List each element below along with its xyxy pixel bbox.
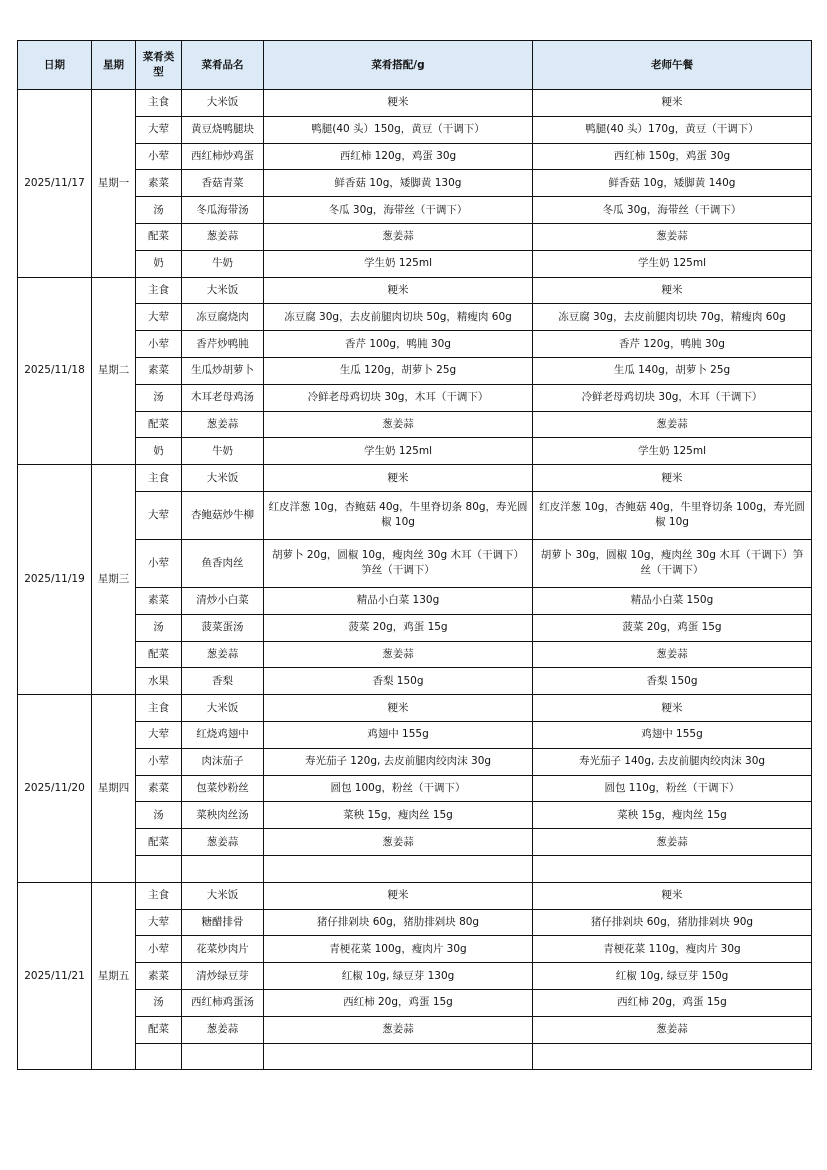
teacher-lunch-cell: 鲜香菇 10g，矮脚黄 140g	[533, 170, 812, 197]
student-portion-cell: 菠菜 20g，鸡蛋 15g	[264, 614, 533, 641]
dish-type-cell: 配菜	[136, 641, 182, 668]
dish-type-cell: 汤	[136, 802, 182, 829]
dish-type-cell: 奶	[136, 438, 182, 465]
dish-name-cell: 葱姜蒜	[182, 641, 264, 668]
dish-type-cell: 配菜	[136, 1016, 182, 1043]
table-row	[18, 384, 812, 411]
dish-type-cell: 水果	[136, 668, 182, 695]
table-row	[18, 989, 812, 1016]
student-portion-cell: 圆包 100g，粉丝（干调下）	[264, 775, 533, 802]
dish-name-cell: 西红柿鸡蛋汤	[182, 989, 264, 1016]
teacher-lunch-cell: 圆包 110g，粉丝（干调下）	[533, 775, 812, 802]
dish-type-cell: 素菜	[136, 357, 182, 384]
student-portion-cell: 菜秧 15g，瘦肉丝 15g	[264, 802, 533, 829]
teacher-lunch-cell: 葱姜蒜	[533, 411, 812, 438]
student-portion-cell: 猪仔排剁块 60g，猪肋排剁块 80g	[264, 909, 533, 936]
dish-type-cell: 主食	[136, 277, 182, 304]
student-portion-cell: 粳米	[264, 465, 533, 492]
dish-name-cell: 包菜炒粉丝	[182, 775, 264, 802]
dish-type-cell: 主食	[136, 882, 182, 909]
teacher-lunch-cell	[533, 1043, 812, 1070]
table-row	[18, 170, 812, 197]
dish-name-cell: 香梨	[182, 668, 264, 695]
dish-name-cell: 红烧鸡翅中	[182, 721, 264, 748]
table-row	[18, 357, 812, 384]
teacher-lunch-cell: 青梗花菜 110g，瘦肉片 30g	[533, 936, 812, 963]
dish-name-cell: 杏鲍菇炒牛柳	[182, 491, 264, 539]
teacher-lunch-cell: 菜秧 15g，瘦肉丝 15g	[533, 802, 812, 829]
table-row	[18, 197, 812, 224]
table-row	[18, 411, 812, 438]
dish-name-cell: 香菇青菜	[182, 170, 264, 197]
dish-name-cell: 葱姜蒜	[182, 829, 264, 856]
dish-type-cell	[136, 1043, 182, 1070]
student-portion-cell: 鸭腿(40 头）150g，黄豆（干调下）	[264, 116, 533, 143]
dish-type-cell: 小荤	[136, 539, 182, 587]
dish-name-cell: 香芹炒鸭肫	[182, 331, 264, 358]
dish-name-cell: 肉沫茄子	[182, 748, 264, 775]
dish-type-cell: 主食	[136, 90, 182, 117]
dish-name-cell: 黄豆烧鸭腿块	[182, 116, 264, 143]
dish-name-cell: 清炒小白菜	[182, 587, 264, 614]
dish-type-cell: 主食	[136, 695, 182, 722]
table-row	[18, 641, 812, 668]
dish-type-cell: 素菜	[136, 170, 182, 197]
teacher-lunch-cell: 香梨 150g	[533, 668, 812, 695]
student-portion-cell	[264, 1043, 533, 1070]
table-row	[18, 277, 812, 304]
table-row	[18, 331, 812, 358]
header-row	[18, 41, 812, 90]
dish-name-cell: 冬瓜海带汤	[182, 197, 264, 224]
dish-type-cell: 大荤	[136, 909, 182, 936]
table-row	[18, 143, 812, 170]
student-portion-cell: 鲜香菇 10g，矮脚黄 130g	[264, 170, 533, 197]
teacher-lunch-cell: 精品小白菜 150g	[533, 587, 812, 614]
menu-body	[18, 90, 812, 1070]
student-portion-cell: 精品小白菜 130g	[264, 587, 533, 614]
teacher-lunch-cell: 粳米	[533, 695, 812, 722]
dish-name-cell: 西红柿炒鸡蛋	[182, 143, 264, 170]
table-row	[18, 1043, 812, 1070]
dish-name-cell: 葱姜蒜	[182, 1016, 264, 1043]
dish-name-cell: 木耳老母鸡汤	[182, 384, 264, 411]
table-row	[18, 802, 812, 829]
dish-type-cell: 汤	[136, 989, 182, 1016]
teacher-lunch-cell: 冻豆腐 30g，去皮前腿肉切块 70g，精瘦肉 60g	[533, 304, 812, 331]
header-teacher-lunch: 老师午餐	[533, 41, 812, 90]
dish-name-cell: 牛奶	[182, 438, 264, 465]
dish-type-cell: 配菜	[136, 411, 182, 438]
student-portion-cell: 学生奶 125ml	[264, 250, 533, 277]
table-row	[18, 465, 812, 492]
header-dish-name: 菜肴品名	[182, 41, 264, 90]
teacher-lunch-cell: 鸭腿(40 头）170g，黄豆（干调下）	[533, 116, 812, 143]
dish-type-cell: 汤	[136, 384, 182, 411]
dish-name-cell: 大米饭	[182, 695, 264, 722]
date-cell: 2025/11/19	[18, 465, 92, 695]
dish-name-cell: 大米饭	[182, 277, 264, 304]
dish-name-cell: 花菜炒肉片	[182, 936, 264, 963]
dish-type-cell: 小荤	[136, 331, 182, 358]
student-portion-cell: 冬瓜 30g，海带丝（干调下）	[264, 197, 533, 224]
weekday-cell: 星期五	[92, 882, 136, 1070]
teacher-lunch-cell: 西红柿 150g，鸡蛋 30g	[533, 143, 812, 170]
student-portion-cell: 葱姜蒜	[264, 829, 533, 856]
dish-type-cell: 大荤	[136, 304, 182, 331]
teacher-lunch-cell	[533, 855, 812, 882]
dish-name-cell: 葱姜蒜	[182, 411, 264, 438]
table-row	[18, 304, 812, 331]
dish-type-cell: 小荤	[136, 143, 182, 170]
dish-name-cell: 葱姜蒜	[182, 223, 264, 250]
table-row	[18, 223, 812, 250]
student-portion-cell: 红椒 10g, 绿豆芽 130g	[264, 963, 533, 990]
teacher-lunch-cell: 菠菜 20g，鸡蛋 15g	[533, 614, 812, 641]
table-row	[18, 963, 812, 990]
dish-type-cell: 素菜	[136, 775, 182, 802]
dish-name-cell: 大米饭	[182, 882, 264, 909]
table-row	[18, 116, 812, 143]
weekday-cell: 星期三	[92, 465, 136, 695]
weekday-cell: 星期四	[92, 695, 136, 883]
table-row	[18, 882, 812, 909]
student-portion-cell	[264, 855, 533, 882]
teacher-lunch-cell: 鸡翅中 155g	[533, 721, 812, 748]
teacher-lunch-cell: 西红柿 20g，鸡蛋 15g	[533, 989, 812, 1016]
table-row	[18, 721, 812, 748]
date-cell: 2025/11/18	[18, 277, 92, 465]
table-row	[18, 587, 812, 614]
table-row	[18, 909, 812, 936]
student-portion-cell: 葱姜蒜	[264, 223, 533, 250]
teacher-lunch-cell: 冬瓜 30g，海带丝（干调下）	[533, 197, 812, 224]
dish-type-cell: 大荤	[136, 116, 182, 143]
date-cell: 2025/11/21	[18, 882, 92, 1070]
student-portion-cell: 香梨 150g	[264, 668, 533, 695]
table-row	[18, 855, 812, 882]
table-row	[18, 695, 812, 722]
teacher-lunch-cell: 葱姜蒜	[533, 829, 812, 856]
student-portion-cell: 粳米	[264, 695, 533, 722]
teacher-lunch-cell: 红椒 10g, 绿豆芽 150g	[533, 963, 812, 990]
table-row	[18, 668, 812, 695]
dish-name-cell: 冻豆腐烧肉	[182, 304, 264, 331]
weekday-cell: 星期一	[92, 90, 136, 278]
dish-type-cell: 素菜	[136, 963, 182, 990]
student-portion-cell: 香芹 100g，鸭肫 30g	[264, 331, 533, 358]
dish-name-cell: 鱼香肉丝	[182, 539, 264, 587]
teacher-lunch-cell: 粳米	[533, 90, 812, 117]
student-portion-cell: 学生奶 125ml	[264, 438, 533, 465]
table-row	[18, 829, 812, 856]
dish-type-cell: 汤	[136, 197, 182, 224]
teacher-lunch-cell: 粳米	[533, 277, 812, 304]
table-row	[18, 491, 812, 539]
teacher-lunch-cell: 猪仔排剁块 60g，猪肋排剁块 90g	[533, 909, 812, 936]
teacher-lunch-cell: 冷鲜老母鸡切块 30g，木耳（干调下）	[533, 384, 812, 411]
dish-name-cell: 清炒绿豆芽	[182, 963, 264, 990]
teacher-lunch-cell: 葱姜蒜	[533, 223, 812, 250]
student-portion-cell: 葱姜蒜	[264, 641, 533, 668]
table-row	[18, 438, 812, 465]
dish-name-cell	[182, 1043, 264, 1070]
table-row	[18, 936, 812, 963]
teacher-lunch-cell: 粳米	[533, 465, 812, 492]
student-portion-cell: 青梗花菜 100g，瘦肉片 30g	[264, 936, 533, 963]
teacher-lunch-cell: 香芹 120g，鸭肫 30g	[533, 331, 812, 358]
dish-type-cell: 大荤	[136, 491, 182, 539]
student-portion-cell: 粳米	[264, 882, 533, 909]
weekly-menu-table	[17, 40, 812, 1070]
table-row	[18, 250, 812, 277]
header-weekday: 星期	[92, 41, 136, 90]
dish-type-cell: 配菜	[136, 829, 182, 856]
dish-type-cell: 小荤	[136, 748, 182, 775]
teacher-lunch-cell: 葱姜蒜	[533, 641, 812, 668]
teacher-lunch-cell: 胡萝卜 30g，圆椒 10g，瘦肉丝 30g 木耳（干调下）笋丝（干调下）	[533, 539, 812, 587]
teacher-lunch-cell: 粳米	[533, 882, 812, 909]
dish-type-cell	[136, 855, 182, 882]
header-date: 日期	[18, 41, 92, 90]
teacher-lunch-cell: 学生奶 125ml	[533, 250, 812, 277]
header-dish-type: 菜肴类型	[136, 41, 182, 90]
table-row	[18, 90, 812, 117]
dish-type-cell: 汤	[136, 614, 182, 641]
dish-type-cell: 配菜	[136, 223, 182, 250]
student-portion-cell: 粳米	[264, 277, 533, 304]
dish-name-cell: 菠菜蛋汤	[182, 614, 264, 641]
dish-type-cell: 素菜	[136, 587, 182, 614]
student-portion-cell: 粳米	[264, 90, 533, 117]
student-portion-cell: 胡萝卜 20g，圆椒 10g，瘦肉丝 30g 木耳（干调下）笋丝（干调下）	[264, 539, 533, 587]
student-portion-cell: 冻豆腐 30g，去皮前腿肉切块 50g，精瘦肉 60g	[264, 304, 533, 331]
student-portion-cell: 生瓜 120g，胡萝卜 25g	[264, 357, 533, 384]
dish-type-cell: 主食	[136, 465, 182, 492]
student-portion-cell: 鸡翅中 155g	[264, 721, 533, 748]
student-portion-cell: 葱姜蒜	[264, 1016, 533, 1043]
dish-type-cell: 小荤	[136, 936, 182, 963]
teacher-lunch-cell: 红皮洋葱 10g，杏鲍菇 40g，牛里脊切条 100g，寿光圆椒 10g	[533, 491, 812, 539]
dish-type-cell: 大荤	[136, 721, 182, 748]
date-cell: 2025/11/20	[18, 695, 92, 883]
teacher-lunch-cell: 葱姜蒜	[533, 1016, 812, 1043]
student-portion-cell: 西红柿 20g，鸡蛋 15g	[264, 989, 533, 1016]
dish-type-cell: 奶	[136, 250, 182, 277]
dish-name-cell	[182, 855, 264, 882]
student-portion-cell: 寿光茄子 120g, 去皮前腿肉绞肉沫 30g	[264, 748, 533, 775]
dish-name-cell: 菜秧肉丝汤	[182, 802, 264, 829]
dish-name-cell: 糖醋排骨	[182, 909, 264, 936]
date-cell: 2025/11/17	[18, 90, 92, 278]
teacher-lunch-cell: 生瓜 140g，胡萝卜 25g	[533, 357, 812, 384]
dish-name-cell: 牛奶	[182, 250, 264, 277]
dish-name-cell: 生瓜炒胡萝卜	[182, 357, 264, 384]
table-row	[18, 539, 812, 587]
student-portion-cell: 西红柿 120g，鸡蛋 30g	[264, 143, 533, 170]
student-portion-cell: 冷鲜老母鸡切块 30g，木耳（干调下）	[264, 384, 533, 411]
student-portion-cell: 葱姜蒜	[264, 411, 533, 438]
header-student-portion: 菜肴搭配/g	[264, 41, 533, 90]
table-row	[18, 614, 812, 641]
table-row	[18, 748, 812, 775]
table-row	[18, 1016, 812, 1043]
teacher-lunch-cell: 寿光茄子 140g, 去皮前腿肉绞肉沫 30g	[533, 748, 812, 775]
dish-name-cell: 大米饭	[182, 90, 264, 117]
weekday-cell: 星期二	[92, 277, 136, 465]
table-row	[18, 775, 812, 802]
teacher-lunch-cell: 学生奶 125ml	[533, 438, 812, 465]
dish-name-cell: 大米饭	[182, 465, 264, 492]
student-portion-cell: 红皮洋葱 10g，杏鲍菇 40g，牛里脊切条 80g，寿光圆椒 10g	[264, 491, 533, 539]
